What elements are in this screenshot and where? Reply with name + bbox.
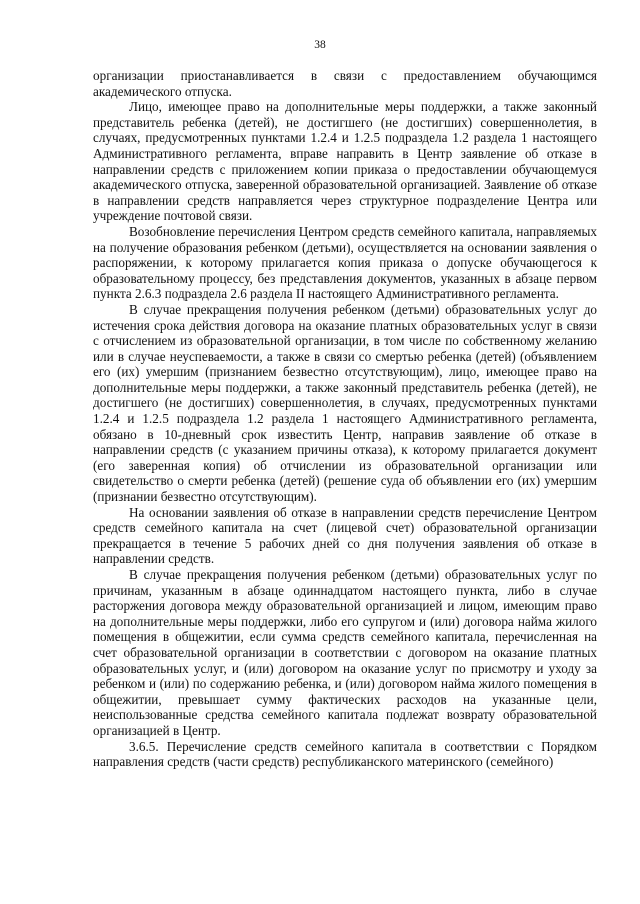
paragraph-transfer-stop: На основании заявления об отказе в направлении средств перечисление Центром средств семейного капитала на счет (лицевой счет) образовательной организации прекращается в течение 5 рабочих дней со дня получения заявления об отказе в направлении средств. [93,504,597,567]
paragraph-continuation: организации приостанавливается в связи с предоставлением обучающимся академического отпуска. [93,68,597,99]
paragraph-resumption: Возобновление перечисления Центром средств семейного капитала, направляемых на получение образования ребенком (детьми), осуществляется на основании заявления о распоряжении, к которому прилагается копия приказа о допуске обучающегося к образовательному процессу, без представления документов, указанных в абзаце первом пункта 2.6.3 подраздела 2.6 раздела II настоящего Административного регламента. [93,223,597,302]
paragraph-termination-notice: В случае прекращения получения ребенком (детьми) образовательных услуг до истечения срока действия договора на оказание платных образовательных услуг в связи с отчислением из образовательной организации, в том числе по собственному желанию или в случае неуспеваемости, а также в связи со смертью ребенка (детей) (объявлением его (их) умершим (признанием безвестно отсутствующим), лицо, имеющее право на дополнительные меры поддержки, а также законный представитель ребенка (детей), не достигшего (не достигших) совершеннолетия, в случаях, предусмотренных пунктами 1.2.4 и 1.2.5 подраздела 1.2 раздела 1 настоящего Административного регламента, обязано в 10-дневный срок известить Центр, направив заявление об отказе в направлении средств (с указанием причины отказа), к которому прилагается документ (его заверенная копия) об отчислении из образовательной организации или свидетельство о смерти ребенка (детей) (решение суда об объявлении его (их) умершим (признании безвестно отсутствующим). [93,301,597,505]
paragraph-refusal-application: Лицо, имеющее право на дополнительные меры поддержки, а также законный представитель ребенка (детей), не достигшего (не достигших) совершеннолетия, в случаях, предусмотренных пунктами 1.2.4 и 1.2.5 подраздела 1.2 раздела 1 настоящего Административного регламента, вправе направить в Центр заявление об отказе в направлении средств с приложением копии приказа о предоставлении обучающемуся академического отпуска, заверенной образовательной организацией. Заявление об отказе в направлении средств направляется через структурное подразделение Центра или учреждение почтовой связи. [93,99,597,224]
paragraph-section-3-6-5: 3.6.5. Перечисление средств семейного капитала в соответствии с Порядком направления средств (части средств) республиканского материнского (семейного) [93,738,597,770]
paragraph-refund: В случае прекращения получения ребенком (детьми) образовательных услуг по причинам, указанным в абзаце одиннадцатом настоящего пункта, либо в случае расторжения договора между образовательной организацией и лицом, имеющим право на дополнительные меры поддержки, либо его супругом и (или) договора найма жилого помещения в общежитии, если сумма средств семейного капитала, перечисленная на счет образовательной организации в соответствии с договором на оказание платных образовательных услуг, и (или) договором на оказание услуг по присмотру и уходу за ребенком и (или) по содержанию ребенка, и (или) договором найма жилого помещения в общежитии, превышает сумму фактических расходов на указанные цели, неиспользованные средства семейного капитала подлежат возврату образовательной организацией в Центр. [93,567,597,738]
page-number: 38 [314,39,326,51]
document-body [93,68,597,770]
